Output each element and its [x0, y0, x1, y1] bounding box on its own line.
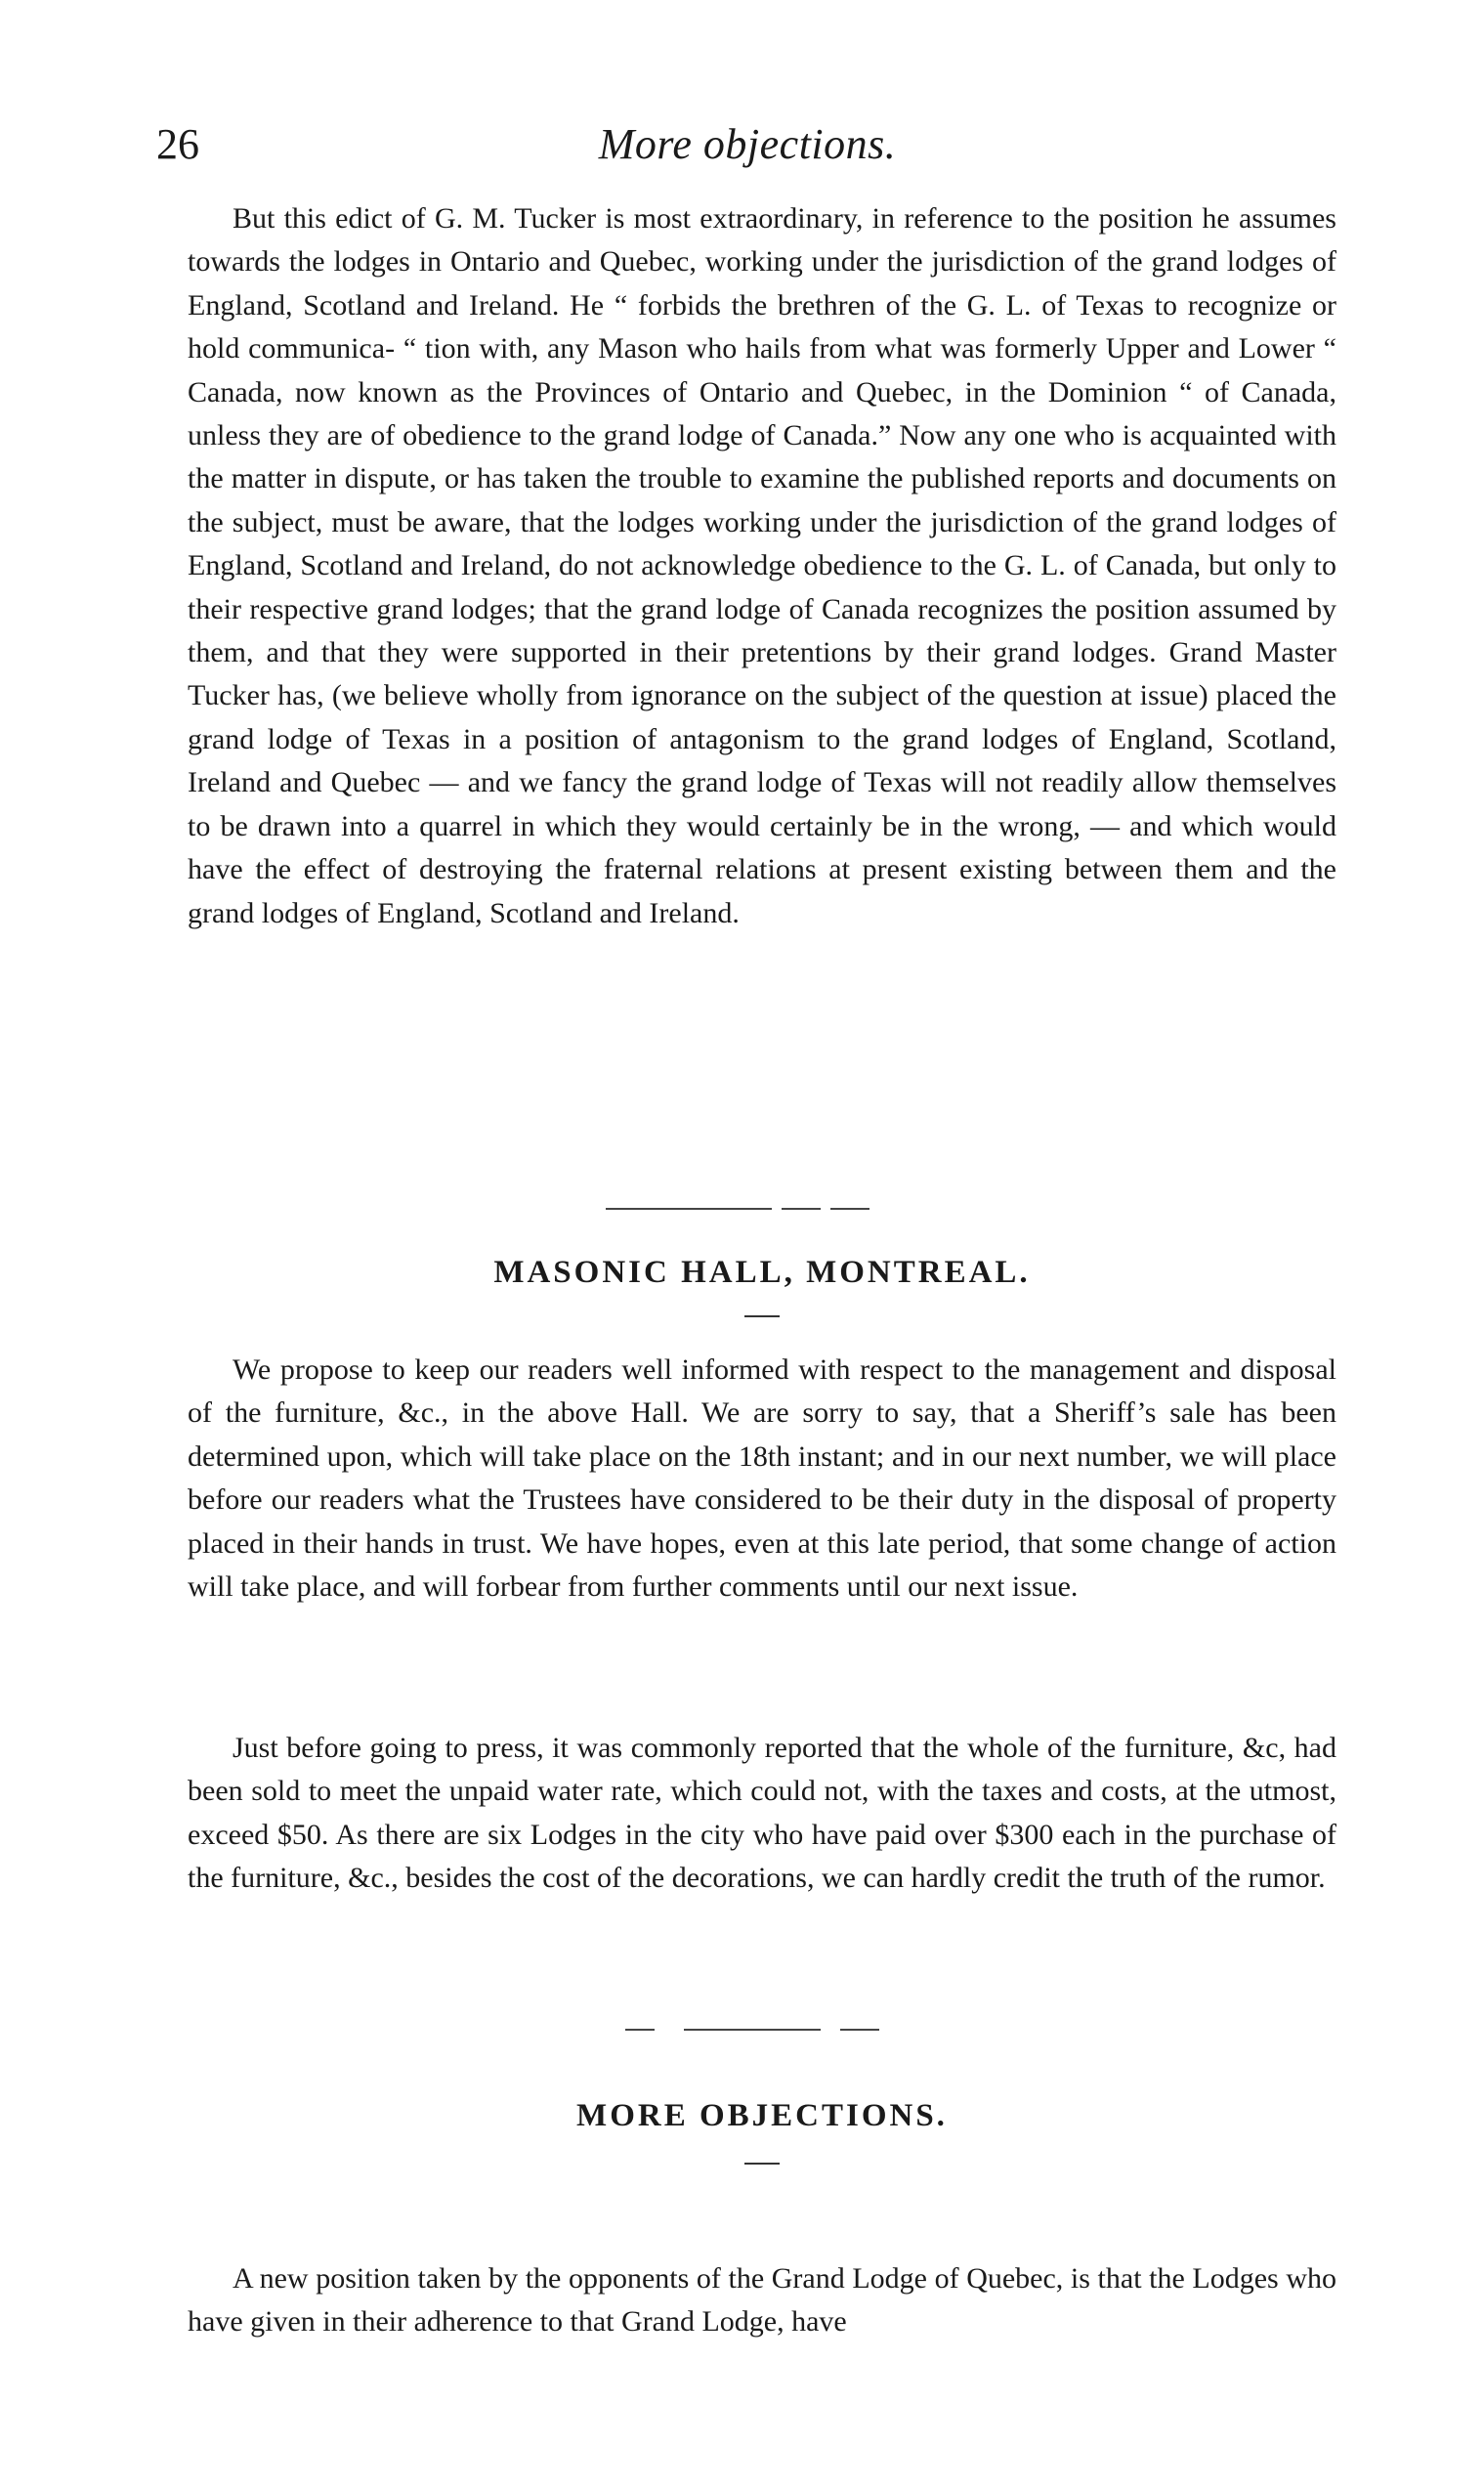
section-divider — [625, 2029, 655, 2031]
paragraph-new-position: A new position taken by the opponents of the Grand Lodge of Quebec, is that the Lodges who have given in their adherence to that Grand Lodge, have — [188, 2262, 1336, 2339]
title-underline-dash — [744, 2163, 780, 2165]
running-head — [156, 115, 1338, 174]
paragraph-press-rumor: Just before going to press, it was commonly reported that the whole of the furniture, &c, had been sold to meet the unpaid water rate, which could not, with the taxes and costs, at the utmost, exceed $50. As there are six Lodges in the city who have paid over $300 each in the purchase of the furniture, &c., besides the cost of the decorations, we can hardly credit the truth of the rumor. — [188, 1732, 1336, 1895]
title-underline-dash — [744, 1315, 780, 1317]
section-divider — [782, 1208, 821, 1210]
paragraph-furniture-management: We propose to keep our readers well informed with respect to the management and disposal of the furniture, &c., in the above Hall. We are sorry to say, that a Sheriff’s sale has been determined upon, which will take place on the 18th instant; and in our next number, we will place before our readers what the Trustees have considered to be their duty in the disposal of property placed in their hands in trust. We have hopes, even at this late period, that some change of action will take place, and will forbear from further comments until our next issue. — [188, 1353, 1336, 1604]
section-title-more-objections: MORE OBJECTIONS. — [576, 2098, 948, 2133]
section-divider — [830, 1208, 869, 1210]
paragraph-tucker-edict: But this edict of G. M. Tucker is most extraordinary, in reference to the position he assumes towards the lodges in Ontario and Quebec, working under the jurisdiction of the grand lodges of England, Scotland and Ireland. He “ forbids the brethren of the G. L. of Texas to recognize or hold communica- “ tion with, any Mason who hails from what was formerly Upper and Lower “ Canada, now known as the Provinces of Ontario and Quebec, in the Dominion “ of Canada, unless they are of obedience to the grand lodge of Canada.” Now any one who is acquainted with the matter in dispute, or has taken the trouble to examine the published reports and documents on the subject, must be aware, that the lodges working under the jurisdiction of the grand lodges of England, Scotland and Ireland, do not acknowledge obedience to the G. L. of Canada, but only to their respective grand lodges; that the grand lodge of Canada recognizes the position assumed by them, and that they were supported in their pretentions by their grand lodges. Grand Master Tucker has, (we believe wholly from ignorance on the subject of the question at issue) placed the grand lodge of Texas in a position of antagonism to the grand lodges of England, Scotland, Ireland and Quebec — and we fancy the grand lodge of Texas will not readily allow themselves to be drawn into a quarrel in which they would certainly be in the wrong, — and which would have the effect of destroying the fraternal relations at present existing between them and the grand lodges of England, Scotland and Ireland. — [188, 202, 1336, 929]
page-number: 26 — [156, 120, 199, 168]
running-title: More objections. — [598, 120, 897, 168]
section-divider — [606, 1208, 772, 1210]
section-divider — [840, 2029, 879, 2031]
section-title-masonic-hall: MASONIC HALL, MONTREAL. — [493, 1255, 1031, 1290]
section-divider — [684, 2029, 821, 2031]
